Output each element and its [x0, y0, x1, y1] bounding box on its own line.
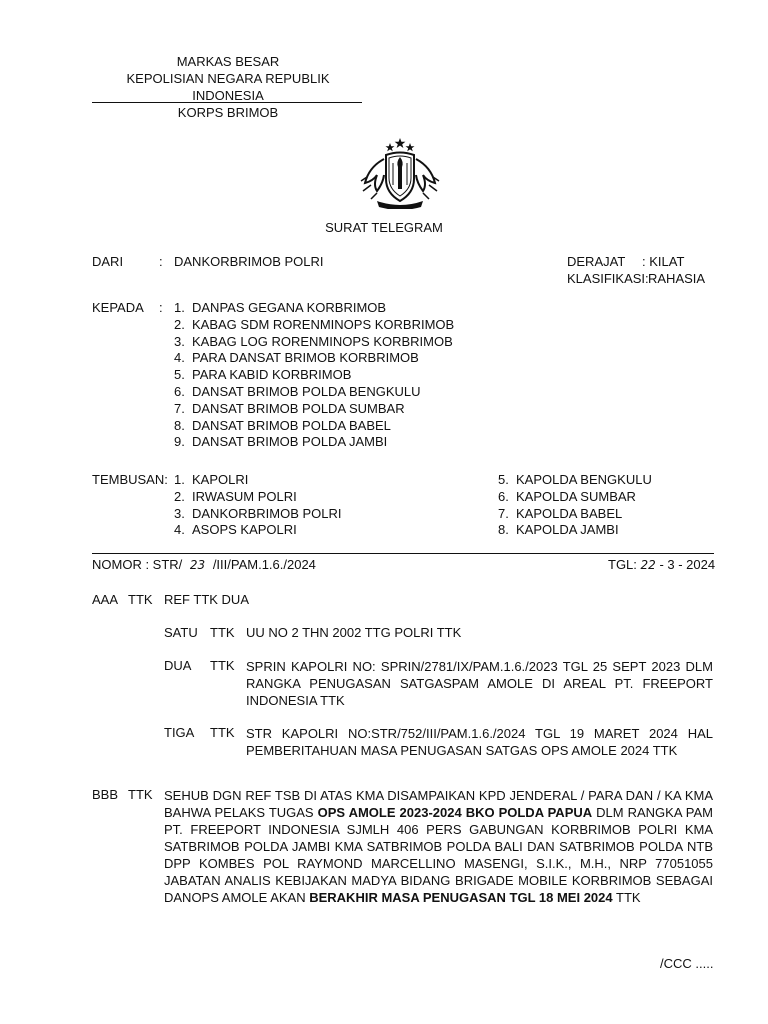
satu-ttk: TTK — [210, 625, 235, 640]
item-text: PARA DANSAT BRIMOB KORBRIMOB — [192, 350, 419, 366]
tiga-label: TIGA — [164, 725, 195, 740]
list-item — [174, 522, 342, 539]
tembusan-label: TEMBUSAN: — [92, 472, 168, 487]
klasifikasi-value: RAHASIA — [648, 271, 706, 286]
list-item — [498, 522, 652, 539]
list-item — [174, 418, 454, 435]
tembusan-list-left — [174, 472, 342, 539]
aaa-label: AAA — [92, 592, 119, 607]
bbb-text-2: DLM RANGKA PAM PT. FREEPORT INDONESIA SJMLH 406 PERS GABUNGAN KORBRIMOB POLRI KMA SATBRIMOB POLDA JAMBI KMA SATBRIMOB POLDA BALI DAN SATBRIMOB POLDA NTB DPP KOMBES POL RAYMOND MARCELLINO MASENGI, S.I.K., M.H., NRP 77051055 JABATAN ANALIS KEBIJAKAN MADYA BIDANG BRIGADE MOBILE KORBRIMOB SEBAGAI DANOPS AMOLE AKAN — [164, 805, 713, 905]
bbb-ttk: TTK — [128, 787, 153, 802]
item-number: 5. — [498, 472, 509, 487]
list-item — [174, 401, 454, 418]
item-number: 7. — [498, 505, 509, 521]
item-text: KAPOLDA JAMBI — [516, 522, 619, 538]
polri-emblem-icon — [357, 137, 443, 209]
item-text: KAPOLRI — [192, 472, 249, 487]
list-item — [174, 334, 454, 351]
item-number: 1. — [174, 472, 185, 487]
dua-text: SPRIN KAPOLRI NO: SPRIN/2781/IX/PAM.1.6./2023 TGL 25 SEPT 2023 DLM RANGKA PENUGASAN SATGASPAM AMOLE DI AREAL PT. FREEPORT INDONESIA TTK — [246, 659, 713, 708]
letterhead-line-1: MARKAS BESAR — [176, 54, 280, 69]
tanggal-day-handwritten: 22 — [640, 558, 656, 572]
nomor-handwritten: 23 — [189, 558, 206, 572]
item-number: 2. — [174, 316, 185, 332]
kepada-separator: : — [159, 300, 163, 315]
item-text: KABAG SDM RORENMINOPS KORBRIMOB — [192, 316, 455, 332]
list-item — [174, 472, 342, 489]
list-item — [174, 434, 454, 451]
item-number: 3. — [174, 333, 185, 349]
item-text: DANKORBRIMOB POLRI — [192, 505, 342, 521]
item-text: DANPAS GEGANA KORBRIMOB — [192, 300, 387, 315]
tembusan-list-right — [498, 472, 652, 539]
bbb-bold-1: OPS AMOLE 2023-2024 BKO POLDA PAPUA — [317, 805, 593, 820]
item-text: IRWASUM POLRI — [192, 488, 297, 504]
letterhead-underline — [92, 102, 362, 103]
derajat-value: : KILAT — [642, 254, 685, 269]
dari-value: DANKORBRIMOB POLRI — [174, 254, 324, 269]
item-text: PARA KABID KORBRIMOB — [192, 367, 352, 383]
nomor-suffix: /III/PAM.1.6./2024 — [212, 557, 316, 572]
list-item — [174, 506, 342, 523]
item-text: DANSAT BRIMOB POLDA JAMBI — [192, 434, 388, 450]
dari-label: DARI — [92, 254, 124, 269]
dua-ttk: TTK — [210, 658, 235, 673]
item-number: 4. — [174, 522, 185, 538]
item-number: 8. — [174, 417, 185, 433]
bbb-label: BBB — [92, 787, 119, 802]
bbb-paragraph — [164, 787, 713, 906]
letterhead-line-2: KEPOLISIAN NEGARA REPUBLIK INDONESIA — [126, 71, 330, 103]
item-text: DANSAT BRIMOB POLDA BENGKULU — [192, 383, 421, 399]
dari-separator: : — [159, 254, 163, 269]
bbb-bold-2: BERAKHIR MASA PENUGASAN TGL 18 MEI 2024 — [309, 890, 613, 905]
section-divider — [92, 553, 714, 554]
list-item — [498, 472, 652, 489]
satu-label: SATU — [164, 625, 198, 640]
item-text: KAPOLDA BENGKULU — [516, 472, 652, 487]
kepada-list — [174, 300, 454, 451]
list-item — [174, 489, 342, 506]
derajat-label: DERAJAT — [567, 254, 626, 269]
item-number: 3. — [174, 505, 185, 521]
item-number: 8. — [498, 522, 509, 538]
letterhead-line-3: KORPS BRIMOB — [177, 105, 279, 120]
item-number: 4. — [174, 350, 185, 366]
item-number: 6. — [174, 383, 185, 399]
satu-text: UU NO 2 THN 2002 TTG POLRI TTK — [246, 625, 462, 640]
list-item — [174, 317, 454, 334]
item-text: ASOPS KAPOLRI — [192, 522, 297, 538]
item-number: 7. — [174, 400, 185, 416]
item-number: 5. — [174, 367, 185, 383]
dua-label: DUA — [164, 658, 192, 673]
aaa-ttk: TTK — [128, 592, 153, 607]
list-item — [174, 350, 454, 367]
letterhead — [92, 53, 364, 121]
klasifikasi-label: KLASIFIKASI: — [567, 271, 649, 286]
item-text: KAPOLDA BABEL — [516, 505, 623, 521]
list-item — [174, 367, 454, 384]
list-item — [498, 506, 652, 523]
bbb-text-3: TTK — [612, 890, 641, 905]
tanggal-label: TGL: — [608, 557, 637, 572]
item-number: 1. — [174, 300, 185, 315]
list-item — [498, 489, 652, 506]
list-item — [174, 384, 454, 401]
item-text: KABAG LOG RORENMINOPS KORBRIMOB — [192, 333, 453, 349]
list-item — [174, 300, 454, 317]
tiga-text: STR KAPOLRI NO:STR/752/III/PAM.1.6./2024 TGL 19 MARET 2024 HAL PEMBERITAHUAN MASA PENUGASAN SATGAS OPS AMOLE 2024 TTK — [246, 726, 713, 758]
tiga-ttk: TTK — [210, 725, 235, 740]
item-text: KAPOLDA SUMBAR — [516, 488, 636, 504]
item-number: 9. — [174, 434, 185, 450]
nomor-line — [92, 557, 316, 574]
item-text: DANSAT BRIMOB POLDA SUMBAR — [192, 400, 405, 416]
tanggal-rest: - 3 - 2024 — [659, 557, 716, 572]
bbb-text-1: SEHUB DGN REF TSB DI ATAS KMA DISAMPAIKAN KPD JENDERAL / PARA DAN / KA KMA BAHWA PELAKS TUGAS — [164, 788, 713, 820]
item-number: 2. — [174, 488, 185, 504]
tanggal-line — [608, 557, 715, 574]
continuation-marker: /CCC ..... — [660, 956, 714, 971]
document-title: SURAT TELEGRAM — [325, 220, 443, 235]
item-number: 6. — [498, 488, 509, 504]
nomor-prefix: NOMOR : STR/ — [92, 557, 183, 572]
aaa-text: REF TTK DUA — [164, 592, 249, 607]
item-text: DANSAT BRIMOB POLDA BABEL — [192, 417, 391, 433]
kepada-label: KEPADA — [92, 300, 144, 315]
